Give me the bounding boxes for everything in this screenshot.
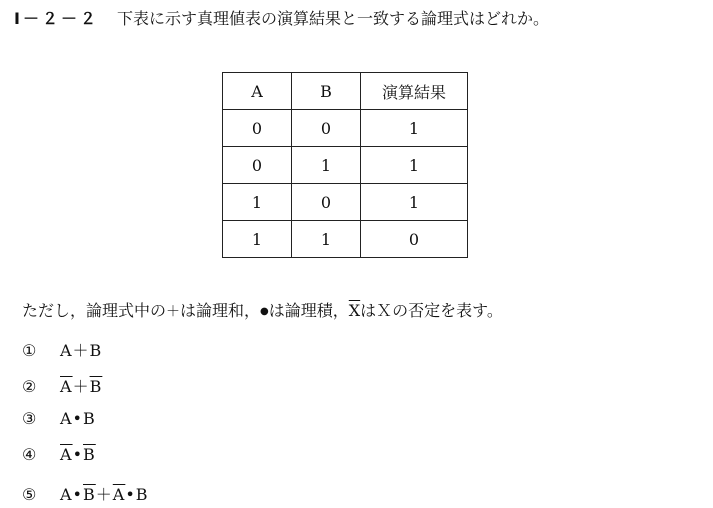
question-title [14,6,549,29]
choice-5 [22,482,149,505]
cell-result: 1 [361,110,468,147]
negated-term: $\overline{A}$ [60,445,73,464]
choice-expression [60,409,96,428]
negated-term: $\overline{B}$ [83,445,96,464]
choice-4 [22,445,96,464]
note-part1: ただし，論理式中の [22,301,167,320]
expression-term: ＋ [95,485,113,504]
choice-number: ① [22,341,37,360]
cell-result: 1 [361,184,468,221]
cell-result: 0 [361,221,468,258]
expression-term: •B [125,485,149,504]
expression-term: A•B [60,409,96,428]
table-row [223,221,468,258]
choice-number: ③ [22,409,37,428]
cell-a: 1 [223,221,292,258]
cell-result: 1 [361,147,468,184]
cell-a: 0 [223,110,292,147]
choice-expression [60,445,96,464]
expression-term: ＋ [72,377,90,396]
choice-expression [60,341,102,360]
note-part4: はＸの否定を表す。 [360,301,503,320]
choice-expression [60,377,102,396]
table-row [223,184,468,221]
dot-symbol: ● [260,306,269,317]
cell-a: 0 [223,147,292,184]
choice-1 [22,338,102,361]
choice-2 [22,374,102,397]
choice-number: ⑤ [22,485,37,504]
cell-b: 0 [292,184,361,221]
question-text: 下表に示す真理値表の演算結果と一致する論理式はどれか。 [116,9,549,28]
truth-table [222,72,468,258]
question-number: Ⅰ－２－２ [14,9,99,28]
note-part2: は論理和， [180,301,261,320]
cell-b: 1 [292,221,361,258]
table-row [223,110,468,147]
choice-expression [60,485,149,504]
cell-b: 1 [292,147,361,184]
negated-term: $\overline{A}$ [60,377,73,396]
truth-table-header-row [223,73,468,110]
header-b: B [292,73,361,110]
choice-number: ② [22,377,37,396]
negated-term: $\overline{B}$ [89,377,103,396]
expression-term: A＋B [60,341,103,360]
choice-number: ④ [22,445,37,464]
cell-a: 1 [223,184,292,221]
choice-3 [22,409,96,428]
expression-term: A• [60,485,83,504]
header-result: 演算結果 [361,73,468,110]
plus-symbol: ＋ [166,304,181,320]
table-row [223,147,468,184]
header-a: A [223,73,292,110]
note-text [22,298,503,321]
overline-x: $\overline{X}$ [348,301,361,320]
note-part3: は論理積， [268,301,349,320]
cell-b: 0 [292,110,361,147]
expression-term: • [72,445,83,464]
negated-term: $\overline{A}$ [112,485,126,504]
negated-term: $\overline{B}$ [83,485,96,504]
